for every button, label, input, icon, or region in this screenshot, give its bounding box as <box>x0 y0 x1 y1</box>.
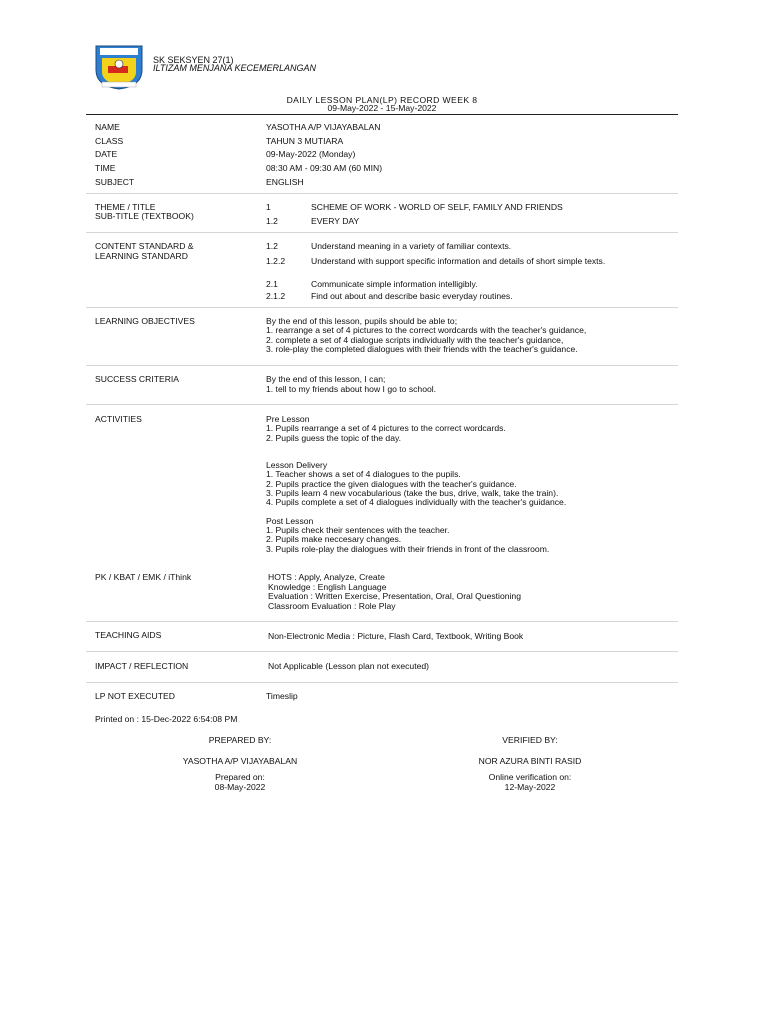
name-value: YASOTHA A/P VIJAYABALAN <box>266 122 381 132</box>
learning-standard-label: LEARNING STANDARD <box>95 251 188 261</box>
standard-code: 2.1.2 <box>266 291 286 301</box>
subject-value: ENGLISH <box>266 177 304 187</box>
divider <box>86 365 678 366</box>
divider <box>86 404 678 405</box>
standard-text: Understand with support specific information and details of short simple texts. <box>311 256 606 266</box>
divider <box>86 682 678 683</box>
theme-code: 1 <box>266 202 271 212</box>
theme-text: SCHEME OF WORK - WORLD OF SELF, FAMILY AND FRIENDS <box>311 202 563 212</box>
name-label: NAME <box>95 122 120 132</box>
verified-on-label: Online verification on: <box>488 772 572 782</box>
prepared-on-date: 08-May-2022 <box>214 782 266 792</box>
school-motto: ILTIZAM MENJANA KECEMERLANGAN <box>153 63 317 73</box>
time-value: 08:30 AM - 09:30 AM (60 MIN) <box>266 163 383 173</box>
date-range: 09-May-2022 - 15-May-2022 <box>327 103 437 113</box>
post-lesson-title: Post Lesson <box>266 516 314 526</box>
impact-value: Not Applicable (Lesson plan not executed) <box>268 661 429 671</box>
activity-line: 4. Pupils complete a set of 4 dialogues individually with the teacher's guidance. <box>266 497 567 507</box>
activity-line: 1. Pupils rearrange a set of 4 pictures to the correct wordcards. <box>266 423 506 433</box>
activity-line: 3. Pupils role-play the dialogues with their friends in front of the classroom. <box>266 544 550 554</box>
divider <box>86 232 678 233</box>
divider <box>86 307 678 308</box>
objective-line: 1. rearrange a set of 4 pictures to the correct wordcards with the teacher's guidance, <box>266 325 587 335</box>
standard-text: Understand meaning in a variety of familiar contexts. <box>311 241 512 251</box>
teaching-aids-value: Non-Electronic Media : Picture, Flash Card, Textbook, Writing Book <box>268 631 524 641</box>
objectives-label: LEARNING OBJECTIVES <box>95 316 195 326</box>
activity-line: 2. Pupils make neccesary changes. <box>266 534 402 544</box>
prepared-by-label: PREPARED BY: <box>208 735 272 745</box>
subtitle-label: SUB-TITLE (TEXTBOOK) <box>95 211 194 221</box>
subject-label: SUBJECT <box>95 177 135 187</box>
success-line: By the end of this lesson, I can; <box>266 374 386 384</box>
verifier-name: NOR AZURA BINTI RASID <box>478 756 582 766</box>
pk-label: PK / KBAT / EMK / iThink <box>95 572 192 582</box>
standard-code: 1.2.2 <box>266 256 286 266</box>
objective-line: By the end of this lesson, pupils should be able to; <box>266 316 458 326</box>
subtitle-code: 1.2 <box>266 216 278 226</box>
class-value: TAHUN 3 MUTIARA <box>266 136 344 146</box>
prepared-on-label: Prepared on: <box>215 772 265 782</box>
school-name: SK SEKSYEN 27(1) <box>153 55 234 65</box>
divider <box>86 621 678 622</box>
pk-line: Classroom Evaluation : Role Play <box>268 601 396 611</box>
success-line: 1. tell to my friends about how I go to school. <box>266 384 437 394</box>
time-label: TIME <box>95 163 116 173</box>
lp-not-executed-label: LP NOT EXECUTED <box>95 691 175 701</box>
divider <box>86 193 678 194</box>
activity-line: 2. Pupils guess the topic of the day. <box>266 433 402 443</box>
date-label: DATE <box>95 149 118 159</box>
activity-line: 3. Pupils learn 4 new vocabularious (take the bus, drive, walk, take the train). <box>266 488 559 498</box>
date-value: 09-May-2022 (Monday) <box>266 149 356 159</box>
activity-line: 2. Pupils practice the given dialogues with the teacher's guidance. <box>266 479 517 489</box>
printed-on: Printed on : 15-Dec-2022 6:54:08 PM <box>95 714 238 724</box>
preparer-name: YASOTHA A/P VIJAYABALAN <box>182 756 298 766</box>
title-divider <box>86 114 678 115</box>
standard-text: Find out about and describe basic everyday routines. <box>311 291 513 301</box>
lesson-delivery-title: Lesson Delivery <box>266 460 328 470</box>
success-label: SUCCESS CRITERIA <box>95 374 180 384</box>
page-title: DAILY LESSON PLAN(LP) RECORD WEEK 8 <box>286 95 478 105</box>
subtitle-text: EVERY DAY <box>311 216 360 226</box>
content-standard-label: CONTENT STANDARD & <box>95 241 194 251</box>
school-logo <box>94 44 144 90</box>
pk-line: Knowledge : English Language <box>268 582 387 592</box>
teaching-aids-label: TEACHING AIDS <box>95 630 162 640</box>
standard-text: Communicate simple information intelligibly. <box>311 279 478 289</box>
objective-line: 3. role-play the completed dialogues with their friends with the teacher's guidance. <box>266 344 578 354</box>
standard-code: 2.1 <box>266 279 278 289</box>
pk-line: HOTS : Apply, Analyze, Create <box>268 572 385 582</box>
objective-line: 2. complete a set of 4 dialogue scripts individually with the teacher's guidance, <box>266 335 564 345</box>
pk-line: Evaluation : Written Exercise, Presentation, Oral, Oral Questioning <box>268 591 521 601</box>
activity-line: 1. Pupils check their sentences with the teacher. <box>266 525 450 535</box>
divider <box>86 651 678 652</box>
verified-by-label: VERIFIED BY: <box>502 735 558 745</box>
verified-on-date: 12-May-2022 <box>504 782 556 792</box>
pre-lesson-title: Pre Lesson <box>266 414 310 424</box>
activity-line: 1. Teacher shows a set of 4 dialogues to the pupils. <box>266 469 461 479</box>
theme-label: THEME / TITLE <box>95 202 156 212</box>
standard-code: 1.2 <box>266 241 278 251</box>
class-label: CLASS <box>95 136 124 146</box>
school-crest-icon <box>94 44 144 90</box>
impact-label: IMPACT / REFLECTION <box>95 661 189 671</box>
lp-not-executed-value: Timeslip <box>266 691 298 701</box>
activities-label: ACTIVITIES <box>95 414 142 424</box>
